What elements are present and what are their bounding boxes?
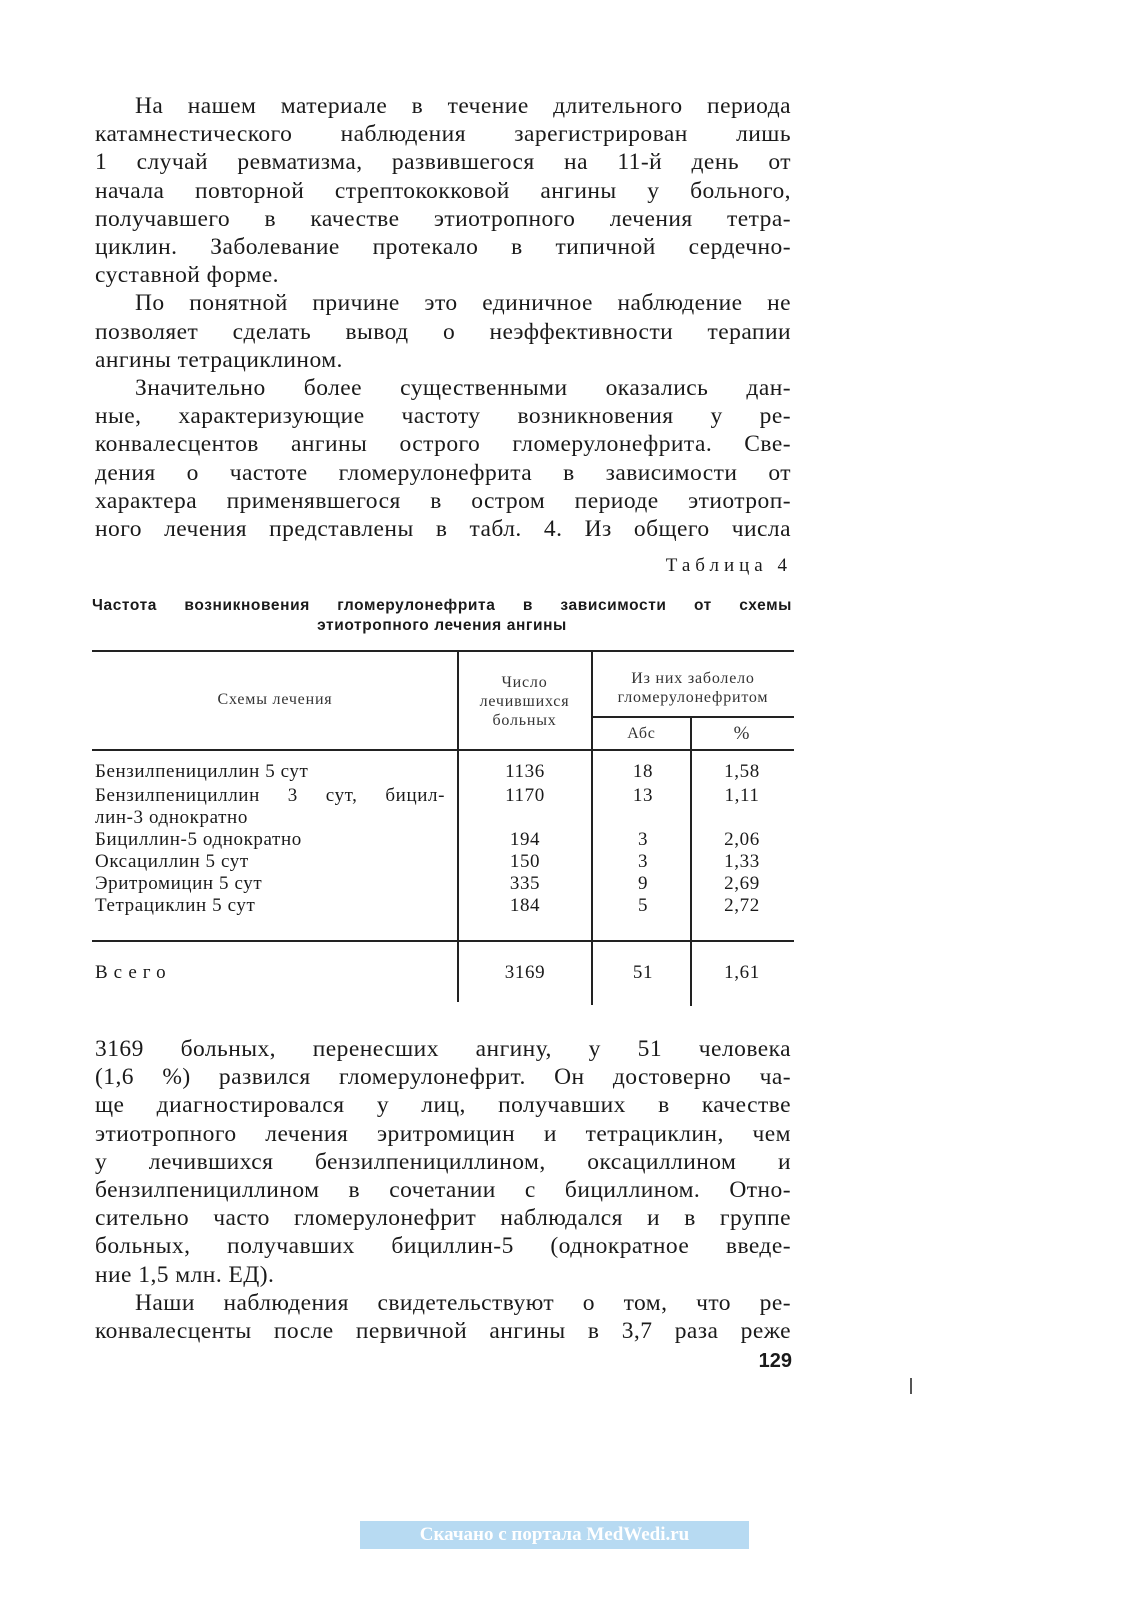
page-number: 129 bbox=[758, 1350, 792, 1372]
row-treated: 1136 bbox=[505, 761, 545, 782]
paragraph-observations bbox=[95, 1289, 791, 1345]
text-block-bottom bbox=[95, 1035, 791, 1345]
header-sick bbox=[593, 669, 793, 707]
total-treated: 3169 bbox=[504, 962, 546, 983]
text-line: больных, получавших бициллин-5 (однократное введе- bbox=[95, 1233, 791, 1260]
text-line: суставной форме. bbox=[95, 262, 279, 289]
paragraph-rheumatism-case bbox=[95, 92, 791, 289]
table-header-rule bbox=[92, 749, 794, 751]
row-scheme-line: Бициллин-5 однократно bbox=[95, 829, 302, 850]
table-top-rule bbox=[92, 650, 794, 652]
row-abs: 3 bbox=[637, 851, 649, 872]
text-line: дения о частоте гломерулонефрита в зависимости от bbox=[95, 459, 791, 486]
row-pct: 1,33 bbox=[724, 851, 760, 872]
row-treated: 194 bbox=[509, 829, 541, 850]
text-line: у лечившихся бензилпенициллином, оксациллином и bbox=[95, 1148, 791, 1175]
text-block-top bbox=[95, 92, 791, 543]
row-scheme-name bbox=[95, 761, 445, 783]
table-caption-line: Частота возникновения гломерулонефрита в зависимости от схемы bbox=[92, 597, 792, 614]
text-line: циклин. Заболевание протекало в типичной сердечно- bbox=[95, 234, 791, 261]
text-line: ангины тетрациклином. bbox=[95, 346, 343, 373]
row-treated: 335 bbox=[509, 873, 541, 894]
row-pct: 2,72 bbox=[724, 895, 760, 916]
row-scheme-name bbox=[95, 895, 445, 917]
text-line: получавшего в качестве этиотропного лечения тетра- bbox=[95, 205, 791, 232]
total-abs: 51 bbox=[632, 962, 654, 983]
text-line: позволяет сделать вывод о неэффективности терапии bbox=[95, 318, 791, 345]
paragraph-results bbox=[95, 1035, 791, 1289]
text-line: конвалесценты после первичной ангины в 3,7 раза реже bbox=[95, 1318, 791, 1345]
row-abs: 9 bbox=[637, 873, 649, 894]
row-treated: 150 bbox=[509, 851, 541, 872]
paragraph-glomerulonephritis-data bbox=[95, 374, 791, 543]
row-treated: 184 bbox=[509, 895, 541, 916]
row-treated: 1170 bbox=[505, 785, 545, 806]
text-line: ные, характеризующие частоту возникновения у ре- bbox=[95, 403, 791, 430]
text-line: этиотропного лечения эритромицин и тетрациклин, чем bbox=[95, 1120, 791, 1147]
row-scheme-name bbox=[95, 829, 445, 851]
paragraph-single-observation bbox=[95, 289, 791, 374]
text-line: 3169 больных, перенесших ангину, у 51 человека bbox=[95, 1036, 791, 1062]
row-scheme-line: лин-3 однократно bbox=[95, 807, 248, 828]
text-line: (1,6 %) развился гломерулонефрит. Он достоверно ча- bbox=[95, 1064, 791, 1091]
text-line: характера применявшегося в остром периоде этиотроп- bbox=[95, 487, 791, 514]
header-sick-line: гломерулонефритом bbox=[617, 689, 769, 706]
row-scheme-line: Бензилпенициллин 5 сут bbox=[95, 761, 309, 782]
row-pct: 2,06 bbox=[724, 829, 760, 850]
row-scheme-line: Оксациллин 5 сут bbox=[95, 851, 249, 872]
text-line: 1 случай ревматизма, развившегося на 11-й день от bbox=[95, 149, 791, 176]
table-column-divider bbox=[591, 650, 593, 1005]
row-abs: 13 bbox=[632, 785, 654, 806]
margin-mark bbox=[910, 1378, 912, 1394]
row-scheme-line: Бензилпенициллин 3 сут, бицил- bbox=[95, 785, 445, 806]
row-scheme-name bbox=[95, 851, 445, 873]
header-scheme: Схемы лечения bbox=[217, 691, 333, 708]
header-treated-line: больных bbox=[492, 712, 557, 729]
text-line: конвалесцентов ангины острого гломерулонефрита. Све- bbox=[95, 431, 791, 458]
header-sick-line: Из них заболело bbox=[631, 670, 755, 687]
text-line: сительно часто гломерулонефрит наблюдался и в группе bbox=[95, 1205, 791, 1232]
header-treated-line: Число bbox=[501, 674, 548, 691]
header-abs: Абс bbox=[627, 725, 656, 742]
row-scheme-name bbox=[95, 785, 445, 829]
text-line: начала повторной стрептококковой ангины у больного, bbox=[95, 177, 791, 204]
header-pct: % bbox=[733, 723, 751, 744]
row-abs: 3 bbox=[637, 829, 649, 850]
total-label: Всего bbox=[95, 962, 172, 983]
text-line: ного лечения представлены в табл. 4. Из общего числа bbox=[95, 516, 791, 543]
row-scheme-line: Эритромицин 5 сут bbox=[95, 873, 263, 894]
text-line: ще диагностировался у лиц, получавших в качестве bbox=[95, 1092, 791, 1119]
text-line: На нашем материале в течение длительного периода bbox=[135, 93, 791, 119]
text-line: катамнестического наблюдения зарегистрирован лишь bbox=[95, 121, 791, 148]
table-subheader-rule bbox=[592, 716, 794, 718]
table-caption bbox=[92, 596, 792, 636]
table-number: Таблица 4 bbox=[665, 555, 792, 576]
table-total-rule bbox=[92, 940, 794, 942]
total-pct: 1,61 bbox=[724, 962, 760, 983]
row-scheme-name bbox=[95, 873, 445, 895]
header-treated bbox=[459, 673, 590, 730]
text-line: Наши наблюдения свидетельствуют о том, что ре- bbox=[135, 1289, 791, 1316]
table-column-divider bbox=[457, 650, 459, 1002]
row-scheme-line: Тетрациклин 5 сут bbox=[95, 895, 256, 916]
row-pct: 1,11 bbox=[724, 785, 760, 806]
table-column-divider bbox=[690, 716, 692, 1006]
text-line: По понятной причине это единичное наблюдение не bbox=[135, 290, 791, 317]
watermark-banner: Скачано с портала MedWedi.ru bbox=[360, 1521, 749, 1549]
header-treated-line: лечившихся bbox=[479, 693, 570, 710]
table-caption-line: этиотропного лечения ангины bbox=[317, 617, 567, 634]
row-abs: 5 bbox=[637, 895, 649, 916]
row-pct: 1,58 bbox=[724, 761, 760, 782]
text-line: ние 1,5 млн. ЕД). bbox=[95, 1261, 275, 1288]
text-line: бензилпенициллином в сочетании с бициллином. Отно- bbox=[95, 1177, 791, 1204]
text-line: Значительно более существенными оказались дан- bbox=[135, 375, 791, 402]
row-abs: 18 bbox=[632, 761, 654, 782]
row-pct: 2,69 bbox=[724, 873, 760, 894]
